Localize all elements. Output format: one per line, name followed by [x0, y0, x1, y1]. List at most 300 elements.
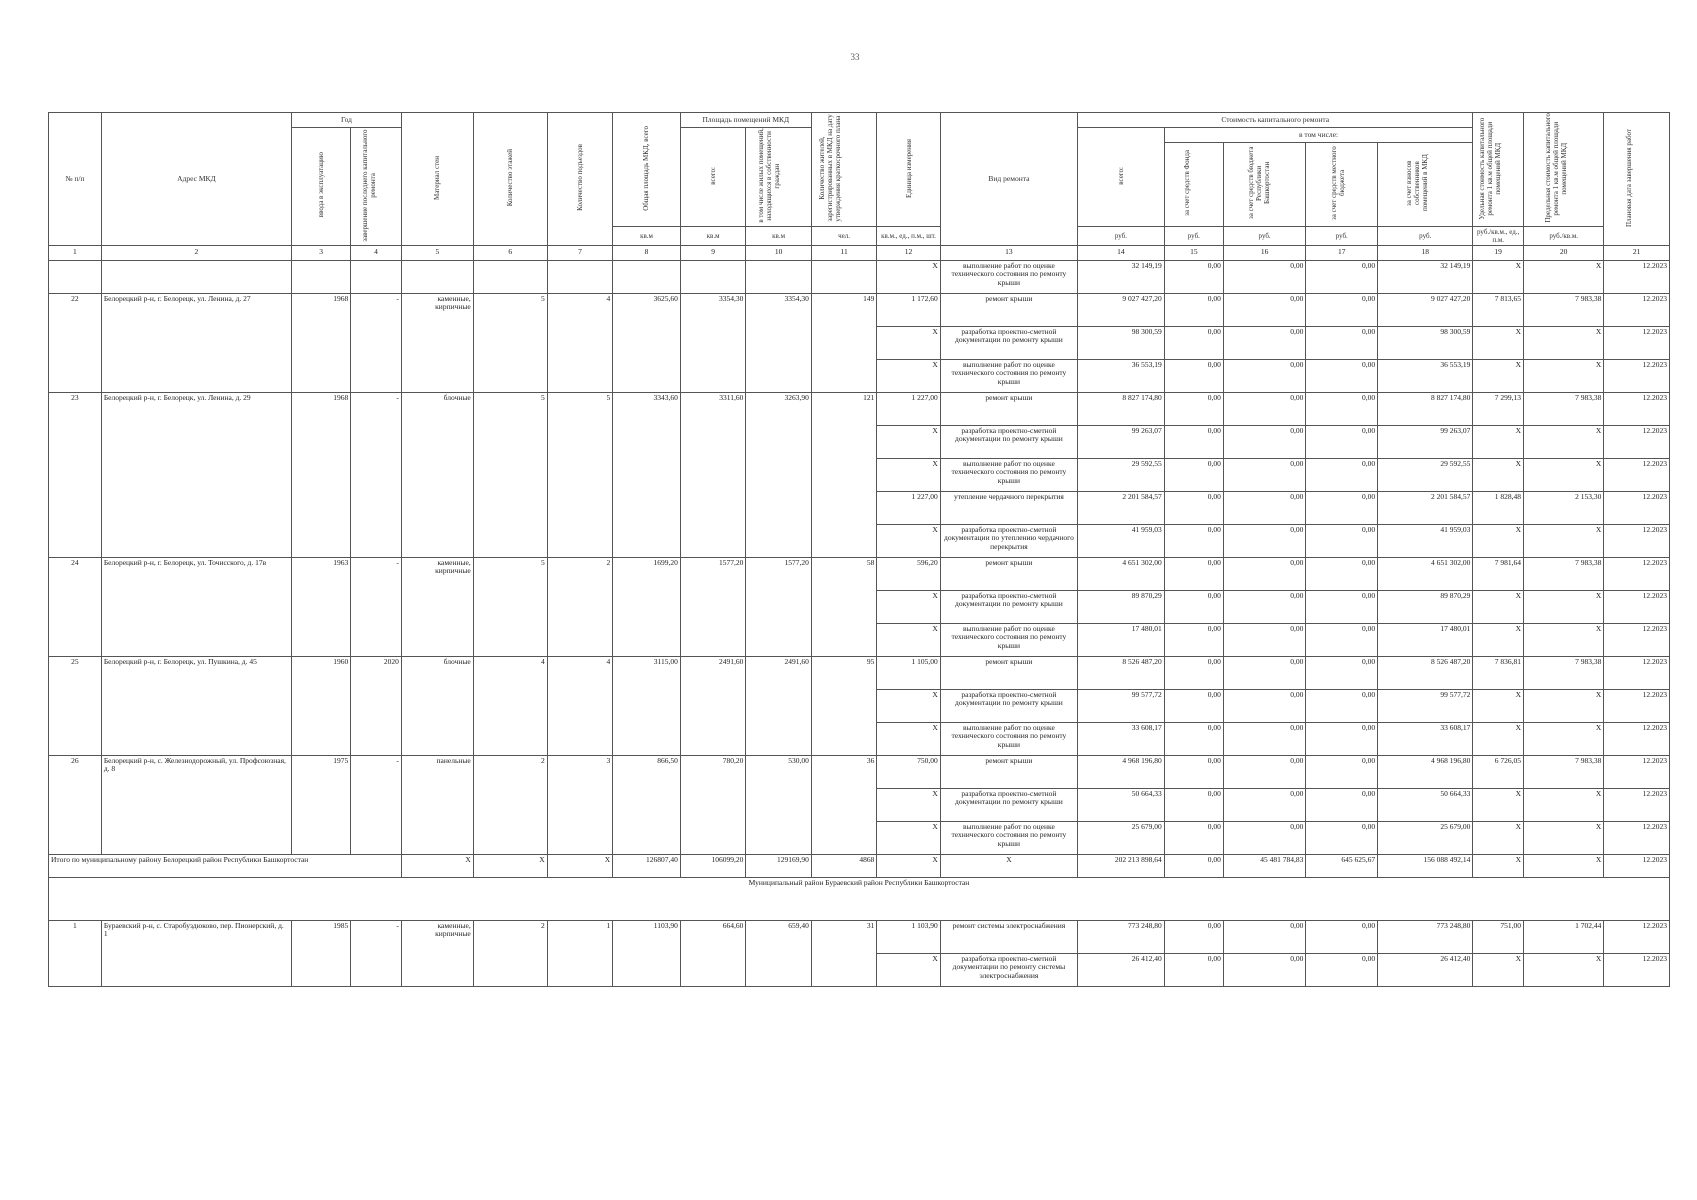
col-index: 19 — [1473, 245, 1524, 260]
cell-cost-fund: 0,00 — [1164, 590, 1223, 623]
cell-work-type: разработка проектно-сметной документации по ремонту крыши — [940, 689, 1077, 722]
district-title: Муниципальный район Бураевский район Республики Башкортостан — [49, 877, 1670, 920]
cell-entrances: 4 — [547, 293, 613, 392]
cell-unit: X — [877, 359, 940, 392]
cell-max-cost: X — [1524, 326, 1604, 359]
cell-cost-owners: 773 248,80 — [1378, 920, 1473, 953]
cell-unit-cost: X — [1473, 425, 1524, 458]
cell-material: блочные — [401, 656, 473, 755]
cell-cost-fund: 0,00 — [1164, 392, 1223, 425]
cell-completion: 12.2023 — [1604, 821, 1670, 854]
cell-unit-cost: 7 813,65 — [1473, 293, 1524, 326]
cell-work-type: X — [940, 854, 1077, 877]
cell-completion: 12.2023 — [1604, 755, 1670, 788]
table-row — [49, 392, 1670, 425]
cell-unit: X — [877, 524, 940, 557]
summary-row — [49, 854, 1670, 877]
cell-total-area: 866,50 — [613, 755, 681, 854]
cell-total-area: 126807,40 — [613, 854, 681, 877]
cell-unit-cost: 7 299,13 — [1473, 392, 1524, 425]
cell-cost-owners: 99 263,07 — [1378, 425, 1473, 458]
cell-cost-fund: 0,00 — [1164, 359, 1223, 392]
cell-year: 1960 — [292, 656, 351, 755]
cell-work-type: разработка проектно-сметной документации по утеплению чердачного перекрытия — [940, 524, 1077, 557]
cell-residential-area: 530,00 — [746, 755, 812, 854]
col-index: 8 — [613, 245, 681, 260]
cell-cost-owners: 2 201 584,57 — [1378, 491, 1473, 524]
cell-premises-area: 2491,60 — [680, 656, 746, 755]
unit-10: кв.м — [746, 226, 812, 245]
cell-max-cost: X — [1524, 722, 1604, 755]
repair-plan-table — [48, 112, 1670, 987]
cell-cost-republic: 0,00 — [1223, 755, 1305, 788]
cell-work-type: ремонт системы электроснабжения — [940, 920, 1077, 953]
header-year-last-repair: завершение последнего капитального ремонта — [351, 128, 402, 246]
header-cost-local: за счет средств местного бюджета — [1306, 143, 1378, 227]
cell-completion: 12.2023 — [1604, 788, 1670, 821]
header-year-commission: ввода в эксплуатацию — [292, 128, 351, 246]
cell-cost-republic: 0,00 — [1223, 359, 1305, 392]
cell-completion: 12.2023 — [1604, 854, 1670, 877]
cell-total-area: 3625,60 — [613, 293, 681, 392]
cell-entrances: 2 — [547, 557, 613, 656]
cell-cost-fund: 0,00 — [1164, 656, 1223, 689]
cell-cost-total: 29 592,55 — [1078, 458, 1165, 491]
cell-residents: 36 — [811, 755, 877, 854]
cell-cost-fund: 0,00 — [1164, 953, 1223, 986]
cell-completion: 12.2023 — [1604, 524, 1670, 557]
header-cost-republic: за счет средств бюджета Республики Башкортостан — [1223, 143, 1305, 227]
cell-entrances: 5 — [547, 392, 613, 557]
cell-cost-fund: 0,00 — [1164, 293, 1223, 326]
cell-unit-cost: 6 726,05 — [1473, 755, 1524, 788]
table-row — [49, 293, 1670, 326]
cell-work-type: выполнение работ по оценке технического состояния по ремонту крыши — [940, 458, 1077, 491]
unit-18: руб. — [1378, 226, 1473, 245]
unit-9: кв.м — [680, 226, 746, 245]
col-index: 2 — [101, 245, 291, 260]
cell-cost-owners: 8 526 487,20 — [1378, 656, 1473, 689]
cell-address: Белорецкий р-н, г. Белорецк, ул. Точисского, д. 17в — [101, 557, 291, 656]
cell-unit: X — [877, 953, 940, 986]
cell-unit: X — [877, 326, 940, 359]
cell-repair-year: - — [351, 755, 402, 854]
cell-cost-total: 4 651 302,00 — [1078, 557, 1165, 590]
cell-residents: 31 — [811, 920, 877, 986]
cell-total-area: 1699,20 — [613, 557, 681, 656]
cell-year: 1968 — [292, 392, 351, 557]
cell-cost-fund: 0,00 — [1164, 689, 1223, 722]
col-index: 21 — [1604, 245, 1670, 260]
cell-cost-owners: 4 651 302,00 — [1378, 557, 1473, 590]
cell-max-cost: 7 983,38 — [1524, 656, 1604, 689]
cell-unit: 1 172,60 — [877, 293, 940, 326]
cell-residents: 149 — [811, 293, 877, 392]
cell-work-type: выполнение работ по оценке технического состояния по ремонту крыши — [940, 722, 1077, 755]
cell-unit: X — [877, 425, 940, 458]
cell-year: 1975 — [292, 755, 351, 854]
cell-cost-local: 0,00 — [1306, 953, 1378, 986]
cell-residential-area: 3263,90 — [746, 392, 812, 557]
unit-17: руб. — [1306, 226, 1378, 245]
cell-cost-local: 645 625,67 — [1306, 854, 1378, 877]
cell-cost-owners: 36 553,19 — [1378, 359, 1473, 392]
cell-max-cost: X — [1524, 788, 1604, 821]
cell-cost-republic: 0,00 — [1223, 722, 1305, 755]
cell-completion: 12.2023 — [1604, 722, 1670, 755]
cell-cost-local: 0,00 — [1306, 524, 1378, 557]
cell-unit: X — [877, 689, 940, 722]
cell-premises-area: 664,60 — [680, 920, 746, 986]
cell-address: Бураевский р-н, с. Старобуздюково, пер. Пионерский, д. 1 — [101, 920, 291, 986]
cell-cost-fund: 0,00 — [1164, 326, 1223, 359]
unit-19: руб./кв.м., ед., п.м. — [1473, 226, 1524, 245]
cell-cost-total: 25 679,00 — [1078, 821, 1165, 854]
cell-cost-total: 32 149,19 — [1078, 260, 1165, 293]
cell-floors: 2 — [473, 755, 547, 854]
cell-cost-owners: 33 608,17 — [1378, 722, 1473, 755]
header-num: № п/п — [49, 113, 102, 246]
cell-unit-cost: X — [1473, 623, 1524, 656]
cell-work-type: выполнение работ по оценке технического состояния по ремонту крыши — [940, 821, 1077, 854]
cell-cost-republic: 0,00 — [1223, 557, 1305, 590]
cell-unit-cost: X — [1473, 953, 1524, 986]
cell-material: каменные, кирпичные — [401, 557, 473, 656]
cell-total-area: 3115,00 — [613, 656, 681, 755]
cell-floors: X — [473, 854, 547, 877]
cell-completion: 12.2023 — [1604, 590, 1670, 623]
cell-cost-total: 50 664,33 — [1078, 788, 1165, 821]
cell-cost-local: 0,00 — [1306, 293, 1378, 326]
cell-work-type: разработка проектно-сметной документации по ремонту крыши — [940, 788, 1077, 821]
cell-cost-local: 0,00 — [1306, 392, 1378, 425]
cell-address: Белорецкий р-н, г. Белорецк, ул. Пушкина, д. 45 — [101, 656, 291, 755]
cell-work-type: ремонт крыши — [940, 755, 1077, 788]
cell-cost-total: 202 213 898,64 — [1078, 854, 1165, 877]
cell-cost-fund: 0,00 — [1164, 920, 1223, 953]
header-entrances: Количество подъездов — [547, 113, 613, 246]
col-index: 16 — [1223, 245, 1305, 260]
cell-cost-owners: 98 300,59 — [1378, 326, 1473, 359]
cell-work-type: ремонт крыши — [940, 656, 1077, 689]
cell-num: 26 — [49, 755, 102, 854]
cell-max-cost: X — [1524, 854, 1604, 877]
cell-cost-local: 0,00 — [1306, 788, 1378, 821]
col-index: 20 — [1524, 245, 1604, 260]
cell-residents: 121 — [811, 392, 877, 557]
cell-unit: X — [877, 623, 940, 656]
cell-entrances: 1 — [547, 920, 613, 986]
cell-cost-local: 0,00 — [1306, 722, 1378, 755]
cell-cost-republic: 0,00 — [1223, 821, 1305, 854]
table-header — [49, 113, 1670, 261]
cell-max-cost: 7 983,38 — [1524, 293, 1604, 326]
cell-max-cost: 7 983,38 — [1524, 392, 1604, 425]
cell-completion: 12.2023 — [1604, 260, 1670, 293]
cell-max-cost: X — [1524, 689, 1604, 722]
cell-cost-owners: 26 412,40 — [1378, 953, 1473, 986]
cell-completion: 12.2023 — [1604, 425, 1670, 458]
table-body — [49, 260, 1670, 986]
cell-unit: X — [877, 788, 940, 821]
cell-unit-cost: X — [1473, 689, 1524, 722]
cell-unit: X — [877, 458, 940, 491]
cell-cost-fund: 0,00 — [1164, 722, 1223, 755]
cell-max-cost: X — [1524, 524, 1604, 557]
unit-16: руб. — [1223, 226, 1305, 245]
cell-unit: X — [877, 590, 940, 623]
cell-cost-owners: 8 827 174,80 — [1378, 392, 1473, 425]
cell-unit-cost: X — [1473, 524, 1524, 557]
cell-completion: 12.2023 — [1604, 656, 1670, 689]
table-row — [49, 920, 1670, 953]
cell-cost-republic: 0,00 — [1223, 590, 1305, 623]
col-index: 14 — [1078, 245, 1165, 260]
cell-cost-owners: 4 968 196,80 — [1378, 755, 1473, 788]
header-total-area: Общая площадь МКД, всего — [613, 113, 681, 227]
cell-unit-cost: 751,00 — [1473, 920, 1524, 953]
cell-unit: X — [877, 260, 940, 293]
cell-max-cost: X — [1524, 953, 1604, 986]
cell-cost-local: 0,00 — [1306, 755, 1378, 788]
col-index: 5 — [401, 245, 473, 260]
cell-material: блочные — [401, 392, 473, 557]
cell-cost-local: 0,00 — [1306, 425, 1378, 458]
cell-total-area: 1103,90 — [613, 920, 681, 986]
cell-residents: 95 — [811, 656, 877, 755]
cell-completion: 12.2023 — [1604, 458, 1670, 491]
cell-unit-cost: X — [1473, 590, 1524, 623]
header-cost-incl: в том числе: — [1164, 128, 1473, 143]
cell-premises-area: 1577,20 — [680, 557, 746, 656]
cell-year: 1985 — [292, 920, 351, 986]
cell-max-cost: X — [1524, 458, 1604, 491]
cell-cost-owners: 9 027 427,20 — [1378, 293, 1473, 326]
cell-cost-owners: 25 679,00 — [1378, 821, 1473, 854]
cell-work-type: ремонт крыши — [940, 557, 1077, 590]
cell-unit-cost: X — [1473, 326, 1524, 359]
cell-num: 24 — [49, 557, 102, 656]
cell-cost-fund: 0,00 — [1164, 260, 1223, 293]
cell-cost-total: 2 201 584,57 — [1078, 491, 1165, 524]
cell-cost-republic: 0,00 — [1223, 326, 1305, 359]
cell-cost-total: 36 553,19 — [1078, 359, 1165, 392]
header-unit: Единица измерения — [877, 113, 940, 227]
cell-cost-republic: 0,00 — [1223, 920, 1305, 953]
cell-cost-republic: 0,00 — [1223, 689, 1305, 722]
header-address: Адрес МКД — [101, 113, 291, 246]
unit-15: руб. — [1164, 226, 1223, 245]
col-index: 11 — [811, 245, 877, 260]
cell-unit-cost: 7 981,64 — [1473, 557, 1524, 590]
cell-cost-local: 0,00 — [1306, 920, 1378, 953]
cell-unit-cost: 1 828,48 — [1473, 491, 1524, 524]
header-material: Материал стен — [401, 113, 473, 246]
header-work-type: Вид ремонта — [940, 113, 1077, 246]
cell-cost-republic: 0,00 — [1223, 524, 1305, 557]
cell-material: панельные — [401, 755, 473, 854]
cell-cost-owners: 89 870,29 — [1378, 590, 1473, 623]
cell-cost-local: 0,00 — [1306, 623, 1378, 656]
cell-unit: 750,00 — [877, 755, 940, 788]
district-row — [49, 877, 1670, 920]
cell-unit: 596,20 — [877, 557, 940, 590]
cell-floors: 5 — [473, 392, 547, 557]
cell-residential-area: 1577,20 — [746, 557, 812, 656]
cell-unit-cost: X — [1473, 722, 1524, 755]
header-premises-area: Площадь помещений МКД — [680, 113, 811, 128]
cell-unit: 1 103,90 — [877, 920, 940, 953]
cell-cost-owners: 50 664,33 — [1378, 788, 1473, 821]
cell-cost-local: 0,00 — [1306, 326, 1378, 359]
cell-max-cost: 2 153,30 — [1524, 491, 1604, 524]
cell-cost-fund: 0,00 — [1164, 821, 1223, 854]
cell-cost-total: 99 577,72 — [1078, 689, 1165, 722]
cell-num: 1 — [49, 920, 102, 986]
cell-max-cost: 1 702,44 — [1524, 920, 1604, 953]
cell-work-type: разработка проектно-сметной документации по ремонту крыши — [940, 425, 1077, 458]
col-index: 17 — [1306, 245, 1378, 260]
cell-work-type: выполнение работ по оценке технического состояния по ремонту крыши — [940, 359, 1077, 392]
col-index: 7 — [547, 245, 613, 260]
cell-premises-area: 106099,20 — [680, 854, 746, 877]
unit-14: руб. — [1078, 226, 1165, 245]
cell-repair-year: - — [351, 392, 402, 557]
cell-residential-area: 3354,30 — [746, 293, 812, 392]
cell-cost-fund: 0,00 — [1164, 788, 1223, 821]
cell-cost-local: 0,00 — [1306, 557, 1378, 590]
header-premises-total: всего: — [680, 128, 746, 227]
cell-unit: X — [877, 722, 940, 755]
cell-cost-republic: 0,00 — [1223, 458, 1305, 491]
cell-cost-republic: 0,00 — [1223, 392, 1305, 425]
cell-repair-year: 2020 — [351, 656, 402, 755]
header-cost: Стоимость капитального ремонта — [1078, 113, 1473, 128]
summary-label: Итого по муниципальному району Белорецкий район Республики Башкортостан — [49, 854, 402, 877]
table-row — [49, 557, 1670, 590]
cell-unit: 1 105,00 — [877, 656, 940, 689]
cell-cost-total: 41 959,03 — [1078, 524, 1165, 557]
cell-cost-local: 0,00 — [1306, 656, 1378, 689]
cell-floors: 4 — [473, 656, 547, 755]
cell-cost-total: 26 412,40 — [1078, 953, 1165, 986]
cell-work-type: разработка проектно-сметной документации по ремонту системы электроснабжения — [940, 953, 1077, 986]
cell-num: 22 — [49, 293, 102, 392]
col-index: 10 — [746, 245, 812, 260]
cell-unit-cost: X — [1473, 359, 1524, 392]
col-index: 3 — [292, 245, 351, 260]
cell-cost-fund: 0,00 — [1164, 623, 1223, 656]
cell-cost-local: 0,00 — [1306, 458, 1378, 491]
cell-cost-republic: 0,00 — [1223, 656, 1305, 689]
cell-repair-year: - — [351, 920, 402, 986]
cell-cost-fund: 0,00 — [1164, 557, 1223, 590]
cell-material: X — [401, 854, 473, 877]
cell-entrances: 3 — [547, 755, 613, 854]
cell-completion: 12.2023 — [1604, 557, 1670, 590]
cell-cost-total: 8 526 487,20 — [1078, 656, 1165, 689]
cell-max-cost: X — [1524, 623, 1604, 656]
cell-cost-owners: 156 088 492,14 — [1378, 854, 1473, 877]
cell-cost-republic: 0,00 — [1223, 260, 1305, 293]
cell-unit: X — [877, 854, 940, 877]
cell-work-type: выполнение работ по оценке технического состояния по ремонту крыши — [940, 260, 1077, 293]
cell-work-type: выполнение работ по оценке технического состояния по ремонту крыши — [940, 623, 1077, 656]
cell-max-cost: X — [1524, 590, 1604, 623]
cell-cost-republic: 0,00 — [1223, 788, 1305, 821]
cell-work-type: разработка проектно-сметной документации по ремонту крыши — [940, 590, 1077, 623]
cell-max-cost: 7 983,38 — [1524, 557, 1604, 590]
table-row — [49, 656, 1670, 689]
cell-cost-total: 8 827 174,80 — [1078, 392, 1165, 425]
cell-unit-cost: X — [1473, 821, 1524, 854]
cell-num: 23 — [49, 392, 102, 557]
header-completion: Плановая дата завершения работ — [1604, 113, 1670, 246]
cell-max-cost: X — [1524, 260, 1604, 293]
page-number: 33 — [850, 52, 860, 62]
col-index: 12 — [877, 245, 940, 260]
cell-entrances: 4 — [547, 656, 613, 755]
cell-completion: 12.2023 — [1604, 953, 1670, 986]
cell-cost-republic: 0,00 — [1223, 425, 1305, 458]
cell-cost-local: 0,00 — [1306, 359, 1378, 392]
cell-cost-total: 99 263,07 — [1078, 425, 1165, 458]
cell-material: каменные, кирпичные — [401, 293, 473, 392]
cell-cost-owners: 41 959,03 — [1378, 524, 1473, 557]
table-row — [49, 260, 1670, 293]
cell-unit-cost: X — [1473, 458, 1524, 491]
cell-cost-local: 0,00 — [1306, 491, 1378, 524]
cell-cost-local: 0,00 — [1306, 821, 1378, 854]
col-index: 6 — [473, 245, 547, 260]
cell-cost-fund: 0,00 — [1164, 854, 1223, 877]
cell-cost-fund: 0,00 — [1164, 458, 1223, 491]
unit-8: кв.м — [613, 226, 681, 245]
header-residents: Количество жителей, зарегистрированных в МКД на дату утверждения краткосрочного плана — [811, 113, 877, 227]
cell-cost-local: 0,00 — [1306, 260, 1378, 293]
cell-cost-local: 0,00 — [1306, 689, 1378, 722]
cell-cost-republic: 0,00 — [1223, 623, 1305, 656]
col-index: 9 — [680, 245, 746, 260]
header-cost-owners: за счет взносов собственников помещений в МКД — [1378, 143, 1473, 227]
col-index: 18 — [1378, 245, 1473, 260]
cell-floors: 5 — [473, 293, 547, 392]
cell-address: Белорецкий р-н, г. Белорецк, ул. Ленина, д. 29 — [101, 392, 291, 557]
cell-residential-area: 659,40 — [746, 920, 812, 986]
cell-cost-republic: 45 481 784,83 — [1223, 854, 1305, 877]
cell-max-cost: X — [1524, 425, 1604, 458]
cell-premises-area: 780,20 — [680, 755, 746, 854]
table-row — [49, 755, 1670, 788]
cell-year: 1963 — [292, 557, 351, 656]
cell-unit: X — [877, 821, 940, 854]
cell-entrances: X — [547, 854, 613, 877]
unit-11: чел. — [811, 226, 877, 245]
cell-completion: 12.2023 — [1604, 920, 1670, 953]
cell-max-cost: X — [1524, 821, 1604, 854]
cell-floors: 2 — [473, 920, 547, 986]
cell-completion: 12.2023 — [1604, 623, 1670, 656]
cell-material: каменные, кирпичные — [401, 920, 473, 986]
cell-work-type: утепление чердачного перекрытия — [940, 491, 1077, 524]
header-cost-total: всего: — [1078, 128, 1165, 227]
cell-cost-total: 33 608,17 — [1078, 722, 1165, 755]
cell-unit-cost: 7 836,81 — [1473, 656, 1524, 689]
cell-cost-total: 9 027 427,20 — [1078, 293, 1165, 326]
cell-unit-cost: X — [1473, 260, 1524, 293]
cell-residential-area: 2491,60 — [746, 656, 812, 755]
header-year: Год — [292, 113, 402, 128]
